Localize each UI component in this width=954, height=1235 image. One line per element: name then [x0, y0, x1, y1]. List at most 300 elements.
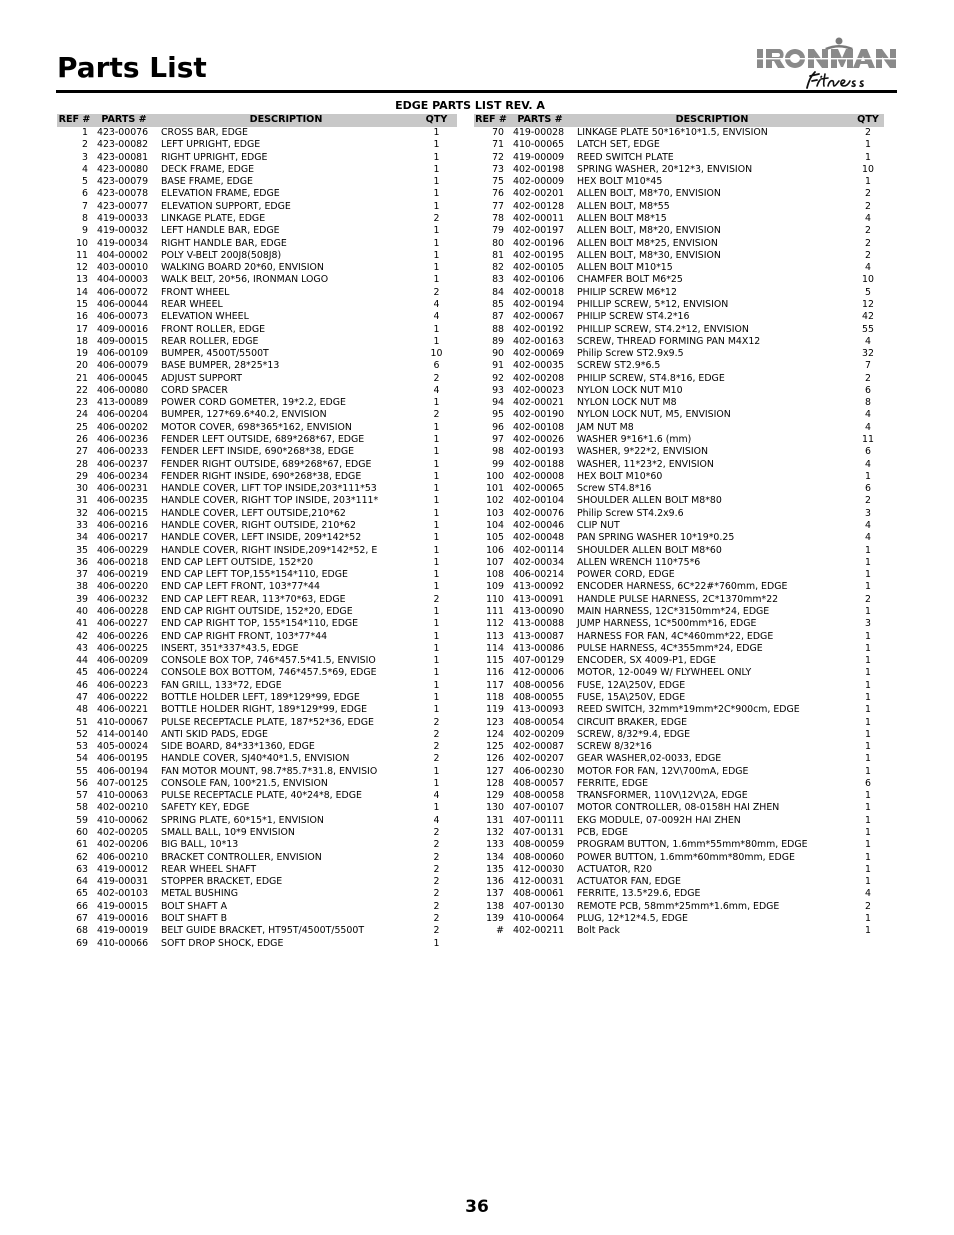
description-cell: FENDER LEFT OUTSIDE, 689*268*67, EDGE — [161, 434, 365, 446]
part-number-cell: 402-00021 — [513, 397, 565, 409]
ref-cell: 26 — [76, 434, 88, 446]
table-row — [57, 238, 457, 250]
part-number-cell: 413-00086 — [513, 642, 565, 654]
qty-cell: 2 — [433, 286, 440, 298]
qty-cell: 4 — [865, 262, 871, 274]
description-cell: BOLT SHAFT B — [161, 913, 228, 924]
ref-cell: 12 — [76, 262, 88, 274]
table-row — [474, 262, 884, 274]
table-row — [57, 471, 457, 483]
part-number-cell: 402-00194 — [513, 298, 565, 310]
part-number-cell: 406-00234 — [97, 470, 149, 482]
qty-cell: 2 — [433, 741, 440, 753]
header-description: DESCRIPTION — [572, 114, 852, 127]
qty-cell: 2 — [433, 900, 440, 912]
table-row — [57, 262, 457, 274]
description-cell: HANDLE COVER, RIGHT TOP INSIDE, 203*111* — [161, 495, 379, 507]
qty-cell: 10 — [862, 163, 874, 175]
description-cell: REED SWITCH PLATE — [577, 151, 674, 163]
table-row — [474, 336, 884, 348]
qty-cell: 1 — [433, 679, 440, 691]
table-row — [57, 594, 457, 606]
qty-cell: 4 — [433, 298, 440, 310]
table-header-row — [474, 114, 884, 127]
part-number-cell: 406-00223 — [97, 679, 149, 691]
qty-cell: 1 — [433, 802, 440, 814]
description-cell: MAIN HARNESS, 12C*3150mm*24, EDGE — [577, 605, 770, 617]
part-number-cell: 406-00231 — [97, 483, 149, 495]
table-row — [474, 409, 884, 421]
description-cell: HEX BOLT M10*60 — [577, 470, 663, 482]
description-cell: SAFETY KEY, EDGE — [161, 802, 250, 814]
table-row — [474, 581, 884, 593]
part-number-cell: 402-00114 — [513, 544, 565, 556]
description-cell: MOTOR FOR FAN, 12V\700mA, EDGE — [577, 765, 749, 777]
part-number-cell: 419-00034 — [97, 237, 149, 249]
ref-cell: 48 — [76, 704, 88, 716]
ref-cell: 84 — [492, 286, 504, 298]
table-row — [57, 876, 457, 888]
qty-cell: 1 — [865, 753, 871, 765]
description-cell: WASHER, 11*23*2, ENVISION — [577, 458, 714, 470]
part-number-cell: 406-00232 — [97, 593, 149, 605]
table-row — [474, 225, 884, 237]
ref-cell: 132 — [486, 827, 504, 839]
description-cell: END CAP RIGHT TOP, 155*154*110, EDGE — [161, 618, 359, 630]
ref-cell: 67 — [76, 913, 88, 924]
table-row — [57, 336, 457, 348]
description-cell: CONSOLE FAN, 100*21.5, ENVISION — [161, 777, 328, 789]
qty-cell: 2 — [433, 888, 440, 900]
part-number-cell: 413-00088 — [513, 618, 565, 630]
ref-cell: 71 — [492, 139, 504, 151]
ref-cell: 24 — [76, 409, 88, 421]
ref-cell: 5 — [82, 176, 88, 188]
ref-cell: 135 — [486, 863, 504, 875]
ref-cell: 43 — [76, 642, 88, 654]
ref-cell: 102 — [486, 495, 504, 507]
table-row — [57, 655, 457, 667]
description-cell: BOTTLE HOLDER LEFT, 189*129*99, EDGE — [161, 691, 360, 703]
qty-cell: 4 — [433, 790, 440, 802]
table-row — [474, 495, 884, 507]
description-cell: POWER CORD GOMETER, 19*2.2, EDGE — [161, 397, 346, 409]
description-cell: MOTOR COVER, 698*365*162, ENVISION — [161, 421, 352, 433]
ref-cell: 2 — [82, 139, 88, 151]
qty-cell: 1 — [865, 679, 871, 691]
qty-cell: 11 — [862, 434, 874, 446]
qty-cell: 6 — [865, 384, 871, 396]
table-row — [474, 360, 884, 372]
description-cell: WASHER, 9*22*2, ENVISION — [577, 446, 708, 458]
description-cell: SPRING PLATE, 60*15*1, ENVISION — [161, 814, 324, 826]
table-row — [474, 778, 884, 790]
description-cell: SCREW ST2.9*6.5 — [577, 360, 661, 372]
description-cell: JAM NUT M8 — [577, 421, 634, 433]
description-cell: PULSE RECEPTACLE PLATE, 187*52*36, EDGE — [161, 716, 374, 728]
qty-cell: 42 — [862, 311, 874, 323]
part-number-cell: 413-00092 — [513, 581, 565, 593]
description-cell: REAR WHEEL — [161, 298, 223, 310]
ref-cell: 45 — [76, 667, 88, 679]
part-number-cell: 406-00215 — [97, 507, 149, 519]
description-cell: HANDLE COVER, LEFT OUTSIDE,210*62 — [161, 507, 346, 519]
header-qty: QTY — [416, 114, 457, 127]
ref-cell: 36 — [76, 556, 88, 568]
ref-cell: 111 — [486, 605, 504, 617]
ref-cell: 113 — [486, 630, 504, 642]
table-row — [57, 790, 457, 802]
ref-cell: 13 — [76, 274, 88, 286]
part-number-cell: 402-00197 — [513, 225, 565, 237]
qty-cell: 1 — [433, 446, 440, 458]
part-number-cell: 406-00079 — [97, 360, 149, 372]
ironman-fitness-logo — [755, 36, 900, 92]
ref-cell: 70 — [492, 127, 504, 138]
part-number-cell: 406-00230 — [513, 765, 565, 777]
table-row — [57, 152, 457, 164]
description-cell: ELEVATION SUPPORT, EDGE — [161, 200, 291, 212]
qty-cell: 1 — [433, 237, 440, 249]
description-cell: END CAP LEFT OUTSIDE, 152*20 — [161, 556, 314, 568]
part-number-cell: 402-00018 — [513, 286, 565, 298]
part-number-cell: 413-00093 — [513, 704, 565, 716]
qty-cell: 4 — [865, 520, 871, 531]
table-row — [474, 631, 884, 643]
qty-cell: 2 — [865, 249, 871, 261]
qty-cell: 2 — [865, 127, 871, 138]
description-cell: PULSE RECEPTACLE PLATE, 40*24*8, EDGE — [161, 790, 362, 802]
table-row — [57, 569, 457, 581]
table-row — [474, 188, 884, 200]
qty-cell: 1 — [433, 495, 440, 507]
qty-cell: 1 — [433, 704, 440, 716]
page-title: Parts List — [57, 51, 207, 84]
part-number-cell: 406-00233 — [97, 446, 149, 458]
part-number-cell: 407-00125 — [97, 777, 149, 789]
ref-cell: 68 — [76, 925, 88, 937]
ref-cell: 78 — [492, 212, 504, 224]
table-row — [57, 766, 457, 778]
ref-cell: 52 — [76, 728, 88, 740]
table-row — [474, 741, 884, 753]
qty-cell: 2 — [865, 495, 871, 507]
part-number-cell: 406-00044 — [97, 298, 149, 310]
qty-cell: 1 — [865, 839, 871, 851]
part-number-cell: 408-00054 — [513, 716, 565, 728]
header-divider — [56, 90, 897, 93]
ref-cell: 115 — [486, 655, 504, 667]
qty-cell: 1 — [433, 127, 440, 138]
ref-cell: 18 — [76, 335, 88, 347]
ref-cell: 129 — [486, 790, 504, 802]
table-row — [57, 545, 457, 557]
qty-cell: 1 — [433, 581, 440, 593]
table-row — [474, 913, 884, 925]
table-row — [57, 901, 457, 913]
table-row — [57, 446, 457, 458]
description-cell: END CAP RIGHT OUTSIDE, 152*20, EDGE — [161, 605, 353, 617]
part-number-cell: 402-00034 — [513, 556, 565, 568]
qty-cell: 1 — [865, 802, 871, 814]
qty-cell: 6 — [865, 446, 871, 458]
qty-cell: 1 — [433, 163, 440, 175]
part-number-cell: 423-00076 — [97, 127, 149, 138]
description-cell: CIRCUIT BRAKER, EDGE — [577, 716, 688, 728]
part-number-cell: 406-00224 — [97, 667, 149, 679]
table-row — [57, 704, 457, 716]
ironman-logo-icon — [755, 36, 900, 92]
part-number-cell: 406-00236 — [97, 434, 149, 446]
ref-cell: 42 — [76, 630, 88, 642]
part-number-cell: 423-00079 — [97, 176, 149, 188]
ref-cell: 98 — [492, 446, 504, 458]
table-row — [474, 655, 884, 667]
part-number-cell: 408-00055 — [513, 691, 565, 703]
ref-cell: 76 — [492, 188, 504, 200]
qty-cell: 4 — [865, 421, 871, 433]
qty-cell: 1 — [433, 777, 440, 789]
description-cell: ENCODER HARNESS, 6C*22#*760mm, EDGE — [577, 581, 788, 593]
description-cell: CONSOLE BOX BOTTOM, 746*457.5*69, EDGE — [161, 667, 377, 679]
qty-cell: 3 — [865, 507, 871, 519]
qty-cell: 4 — [433, 311, 440, 323]
table-row — [57, 287, 457, 299]
part-number-cell: 410-00065 — [513, 139, 565, 151]
qty-cell: 4 — [865, 458, 871, 470]
ref-cell: 25 — [76, 421, 88, 433]
ref-cell: 91 — [492, 360, 504, 372]
description-cell: END CAP LEFT REAR, 113*70*63, EDGE — [161, 593, 346, 605]
description-cell: PLUG, 12*12*4.5, EDGE — [577, 913, 688, 924]
table-row — [474, 385, 884, 397]
table-row — [474, 729, 884, 741]
part-number-cell: 406-00219 — [97, 569, 149, 581]
qty-cell: 5 — [865, 286, 871, 298]
description-cell: BUMPER, 4500T/5500T — [161, 348, 269, 360]
ref-cell: 56 — [76, 777, 88, 789]
table-row — [474, 287, 884, 299]
qty-cell: 1 — [865, 642, 871, 654]
qty-cell: 2 — [433, 212, 440, 224]
table-row — [474, 446, 884, 458]
part-number-cell: 402-00009 — [513, 176, 565, 188]
part-number-cell: 402-00104 — [513, 495, 565, 507]
part-number-cell: 402-00163 — [513, 335, 565, 347]
ref-cell: 51 — [76, 716, 88, 728]
qty-cell: 1 — [865, 925, 871, 937]
qty-cell: 1 — [865, 691, 871, 703]
qty-cell: 1 — [865, 581, 871, 593]
description-cell: PHILLIP SCREW, 5*12, ENVISION — [577, 298, 729, 310]
part-number-cell: 410-00062 — [97, 814, 149, 826]
part-number-cell: 402-00201 — [513, 188, 565, 200]
description-cell: PHILIP SCREW ST4.2*16 — [577, 311, 690, 323]
qty-cell: 2 — [865, 200, 871, 212]
part-number-cell: 406-00109 — [97, 348, 149, 360]
part-number-cell: 406-00221 — [97, 704, 149, 716]
ref-cell: 127 — [486, 765, 504, 777]
part-number-cell: 404-00002 — [97, 249, 149, 261]
table-row — [57, 508, 457, 520]
part-number-cell: 419-00012 — [97, 863, 149, 875]
description-cell: ACTUATOR FAN, EDGE — [577, 876, 681, 888]
part-number-cell: 423-00078 — [97, 188, 149, 200]
part-number-cell: 406-00210 — [97, 851, 149, 863]
ref-cell: 44 — [76, 655, 88, 667]
logo-brand-text: IRONMAN — [755, 36, 760, 37]
qty-cell: 1 — [433, 139, 440, 151]
qty-cell: 1 — [865, 716, 871, 728]
part-number-cell: 408-00057 — [513, 777, 565, 789]
qty-cell: 4 — [865, 409, 871, 421]
qty-cell: 2 — [433, 876, 440, 888]
part-number-cell: 413-00087 — [513, 630, 565, 642]
qty-cell: 1 — [865, 569, 871, 581]
qty-cell: 1 — [433, 458, 440, 470]
qty-cell: 1 — [865, 556, 871, 568]
ref-cell: 66 — [76, 900, 88, 912]
ref-cell: 57 — [76, 790, 88, 802]
part-number-cell: 402-00087 — [513, 741, 565, 753]
qty-cell: 1 — [433, 655, 440, 667]
description-cell: LINKAGE PLATE 50*16*10*1.5, ENVISION — [577, 127, 768, 138]
ref-cell: 139 — [486, 913, 504, 924]
table-row — [474, 815, 884, 827]
description-cell: SPRING WASHER, 20*12*3, ENVISION — [577, 163, 753, 175]
part-number-cell: 402-00209 — [513, 728, 565, 740]
table-row — [474, 471, 884, 483]
table-row — [474, 606, 884, 618]
table-row — [57, 815, 457, 827]
qty-cell: 2 — [433, 827, 440, 839]
table-row — [474, 164, 884, 176]
table-row — [57, 324, 457, 336]
qty-cell: 1 — [865, 851, 871, 863]
table-row — [474, 827, 884, 839]
ref-cell: 81 — [492, 249, 504, 261]
description-cell: SCREW 8/32*16 — [577, 741, 652, 753]
description-cell: ALLEN BOLT, M8*55 — [577, 200, 670, 212]
part-number-cell: 406-00222 — [97, 691, 149, 703]
ref-cell: 27 — [76, 446, 88, 458]
table-row — [474, 618, 884, 630]
table-row — [57, 459, 457, 471]
description-cell: END CAP LEFT FRONT, 103*77*44 — [161, 581, 320, 593]
part-number-cell: 406-00217 — [97, 532, 149, 544]
ref-cell: 75 — [492, 176, 504, 188]
qty-cell: 1 — [865, 814, 871, 826]
qty-cell: 1 — [865, 913, 871, 924]
part-number-cell: 402-00196 — [513, 237, 565, 249]
ref-cell: 118 — [486, 691, 504, 703]
qty-cell: 2 — [865, 372, 871, 384]
table-row — [474, 569, 884, 581]
qty-cell: 1 — [433, 200, 440, 212]
description-cell: LATCH SET, EDGE — [577, 139, 660, 151]
qty-cell: 2 — [865, 237, 871, 249]
part-number-cell: 402-00048 — [513, 532, 565, 544]
ref-cell: 15 — [76, 298, 88, 310]
part-number-cell: 402-00103 — [97, 888, 149, 900]
table-title: EDGE PARTS LIST REV. A — [395, 99, 545, 112]
part-number-cell: 409-00015 — [97, 335, 149, 347]
description-cell: ALLEN BOLT, M8*20, ENVISION — [577, 225, 721, 237]
ref-cell: 6 — [82, 188, 88, 200]
ref-cell: 64 — [76, 876, 88, 888]
description-cell: HEX BOLT M10*45 — [577, 176, 663, 188]
part-number-cell: 402-00188 — [513, 458, 565, 470]
ref-cell: 82 — [492, 262, 504, 274]
ref-cell: 85 — [492, 298, 504, 310]
qty-cell: 4 — [865, 888, 871, 900]
qty-cell: 1 — [865, 151, 871, 163]
table-row — [57, 839, 457, 851]
qty-cell: 1 — [433, 434, 440, 446]
description-cell: Philip Screw ST4.2x9.6 — [577, 507, 684, 519]
description-cell: PROGRAM BUTTON, 1.6mm*55mm*80mm, EDGE — [577, 839, 808, 851]
part-number-cell: 423-00081 — [97, 151, 149, 163]
qty-cell: 1 — [433, 630, 440, 642]
part-number-cell: 406-00204 — [97, 409, 149, 421]
ref-cell: 10 — [76, 237, 88, 249]
table-row — [474, 459, 884, 471]
ref-cell: 95 — [492, 409, 504, 421]
ref-cell: 83 — [492, 274, 504, 286]
description-cell: FRONT WHEEL — [161, 286, 230, 298]
qty-cell: 1 — [433, 397, 440, 409]
description-cell: CROSS BAR, EDGE — [161, 127, 248, 138]
table-row — [57, 274, 457, 286]
ref-cell: 77 — [492, 200, 504, 212]
ref-cell: 90 — [492, 348, 504, 360]
part-number-cell: 402-00207 — [513, 753, 565, 765]
table-row — [57, 250, 457, 262]
qty-cell: 1 — [865, 741, 871, 753]
description-cell: TRANSFORMER, 110V\12V\2A, EDGE — [577, 790, 748, 802]
ref-cell: 93 — [492, 384, 504, 396]
part-number-cell: 407-00129 — [513, 655, 565, 667]
table-row — [474, 643, 884, 655]
ref-cell: 130 — [486, 802, 504, 814]
part-number-cell: 406-00209 — [97, 655, 149, 667]
description-cell: FAN GRILL, 133*72, EDGE — [161, 679, 282, 691]
part-number-cell: 406-00218 — [97, 556, 149, 568]
table-header-row — [57, 114, 457, 127]
ref-cell: 59 — [76, 814, 88, 826]
description-cell: BELT GUIDE BRACKET, HT95T/4500T/5500T — [161, 925, 365, 937]
ref-cell: 136 — [486, 876, 504, 888]
table-row — [474, 557, 884, 569]
description-cell: ENCODER, SX 4009-P1, EDGE — [577, 655, 716, 667]
ref-cell: 134 — [486, 851, 504, 863]
table-row — [474, 864, 884, 876]
description-cell: DECK FRAME, EDGE — [161, 163, 255, 175]
description-cell: RIGHT UPRIGHT, EDGE — [161, 151, 268, 163]
part-number-cell: 413-00090 — [513, 605, 565, 617]
table-row — [474, 213, 884, 225]
qty-cell: 2 — [433, 925, 440, 937]
part-number-cell: 423-00077 — [97, 200, 149, 212]
description-cell: FENDER RIGHT INSIDE, 690*268*38, EDGE — [161, 470, 362, 482]
part-number-cell: 402-00067 — [513, 311, 565, 323]
qty-cell: 2 — [865, 188, 871, 200]
part-number-cell: 402-00211 — [513, 925, 565, 937]
part-number-cell: 406-00073 — [97, 311, 149, 323]
logo-subtitle-text: Fitness — [760, 36, 764, 37]
description-cell: ALLEN WRENCH 110*75*6 — [577, 556, 701, 568]
description-cell: FENDER LEFT INSIDE, 690*268*38, EDGE — [161, 446, 355, 458]
